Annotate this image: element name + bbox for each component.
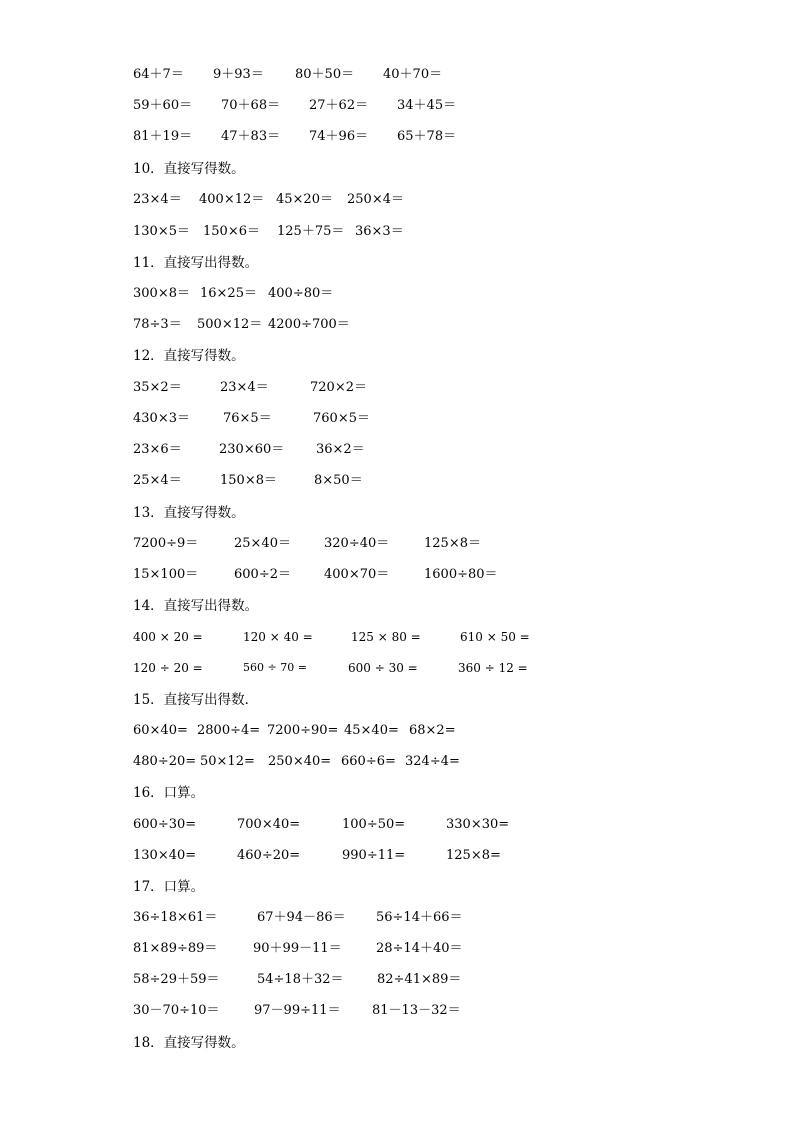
question-title: 13．直接写得数。: [133, 505, 245, 521]
problem: 430×3＝: [133, 411, 190, 426]
problem: 2800÷4=: [197, 723, 261, 738]
problem: 120 × 40 =: [243, 630, 313, 644]
question-title: 16．口算。: [133, 785, 205, 801]
problem: 150×8＝: [220, 473, 277, 488]
problem: 250×4＝: [347, 192, 404, 207]
question-title: 10．直接写得数。: [133, 161, 245, 177]
problem: 480÷20=: [133, 754, 197, 769]
problem: 27＋62＝: [309, 98, 369, 113]
problem: 300×8＝: [133, 286, 190, 301]
problem: 65＋78＝: [397, 129, 457, 144]
problem: 81×89÷89＝: [133, 941, 218, 956]
problem: 16×25＝: [200, 286, 257, 301]
problem: 36÷18×61＝: [133, 910, 218, 925]
problem: 7200÷90=: [267, 723, 339, 738]
problem: 250×40=: [268, 754, 332, 769]
problem: 64＋7＝: [133, 67, 184, 82]
question-title: 11．直接写出得数。: [133, 255, 259, 271]
problem: 34＋45＝: [397, 98, 457, 113]
problem: 80＋50＝: [295, 67, 355, 82]
problem: 90＋99－11＝: [253, 941, 342, 956]
problem: 28÷14＋40＝: [376, 941, 463, 956]
question-title: 17．口算。: [133, 879, 205, 895]
problem: 81＋19＝: [133, 129, 193, 144]
problem: 760×5＝: [313, 411, 370, 426]
problem: 460÷20=: [237, 848, 301, 863]
problem: 67＋94－86＝: [257, 910, 346, 925]
problem: 130×40=: [133, 848, 197, 863]
problem: 36×3＝: [355, 224, 404, 239]
problem: 4200÷700＝: [268, 317, 350, 332]
problem: 45×20＝: [276, 192, 333, 207]
problem: 40＋70＝: [383, 67, 443, 82]
problem: 400÷80＝: [268, 286, 334, 301]
problem: 68×2=: [409, 723, 456, 738]
problem: 50×12=: [200, 754, 255, 769]
problem: 30－70÷10＝: [133, 1003, 220, 1018]
problem: 610 × 50 =: [460, 630, 530, 644]
problem: 125 × 80 =: [351, 630, 421, 644]
problem: 58÷29＋59＝: [133, 972, 220, 987]
problem: 720×2＝: [310, 380, 367, 395]
problem: 400×70＝: [324, 567, 390, 582]
question-title: 14．直接写出得数。: [133, 598, 259, 614]
problem: 120 ÷ 20 =: [133, 661, 203, 675]
problem: 54÷18＋32＝: [257, 972, 344, 987]
problem: 35×2＝: [133, 380, 182, 395]
problem: 23×6＝: [133, 442, 182, 457]
problem: 23×4＝: [133, 192, 182, 207]
question-title: 12．直接写得数。: [133, 348, 245, 364]
problem: 125＋75＝: [277, 224, 345, 239]
problem: 324÷4=: [405, 754, 460, 769]
problem: 660÷6=: [341, 754, 396, 769]
problem: 25×4＝: [133, 473, 182, 488]
problem: 74＋96＝: [309, 129, 369, 144]
problem: 56÷14＋66＝: [376, 910, 463, 925]
problem: 78÷3＝: [133, 317, 182, 332]
problem: 125×8=: [446, 848, 501, 863]
problem: 600÷2＝: [234, 567, 291, 582]
problem: 15×100＝: [133, 567, 199, 582]
problem: 500×12＝: [197, 317, 263, 332]
problem: 47＋83＝: [221, 129, 281, 144]
problem: 70＋68＝: [221, 98, 281, 113]
problem: 81－13－32＝: [372, 1003, 461, 1018]
problem: 60×40=: [133, 723, 188, 738]
problem: 1600÷80＝: [424, 567, 498, 582]
problem: 97－99÷11＝: [254, 1003, 341, 1018]
problem: 125×8＝: [424, 536, 481, 551]
question-title: 15．直接写出得数．: [133, 692, 259, 708]
problem: 400 × 20 =: [133, 630, 203, 644]
problem: 700×40=: [237, 817, 301, 832]
problem: 150×6＝: [203, 224, 260, 239]
problem: 59＋60＝: [133, 98, 193, 113]
problem: 600 ÷ 30 =: [348, 661, 418, 675]
problem: 330×30=: [446, 817, 510, 832]
problem: 36×2＝: [316, 442, 365, 457]
problem: 400×12＝: [199, 192, 265, 207]
problem: 76×5＝: [223, 411, 272, 426]
problem: 7200÷9＝: [133, 536, 199, 551]
problem: 320÷40＝: [324, 536, 390, 551]
problem: 100÷50=: [342, 817, 406, 832]
problem: 23×4＝: [220, 380, 269, 395]
problem: 45×40=: [344, 723, 399, 738]
problem: 600÷30=: [133, 817, 197, 832]
problem: 560 ÷ 70 =: [243, 661, 307, 674]
problem: 82÷41×89＝: [377, 972, 462, 987]
problem: 25×40＝: [234, 536, 291, 551]
problem: 360 ÷ 12 =: [458, 661, 528, 675]
problem: 9＋93＝: [213, 67, 264, 82]
problem: 230×60＝: [219, 442, 285, 457]
problem: 8×50＝: [314, 473, 363, 488]
question-title: 18．直接写得数。: [133, 1035, 245, 1051]
problem: 130×5＝: [133, 224, 190, 239]
problem: 990÷11=: [342, 848, 406, 863]
